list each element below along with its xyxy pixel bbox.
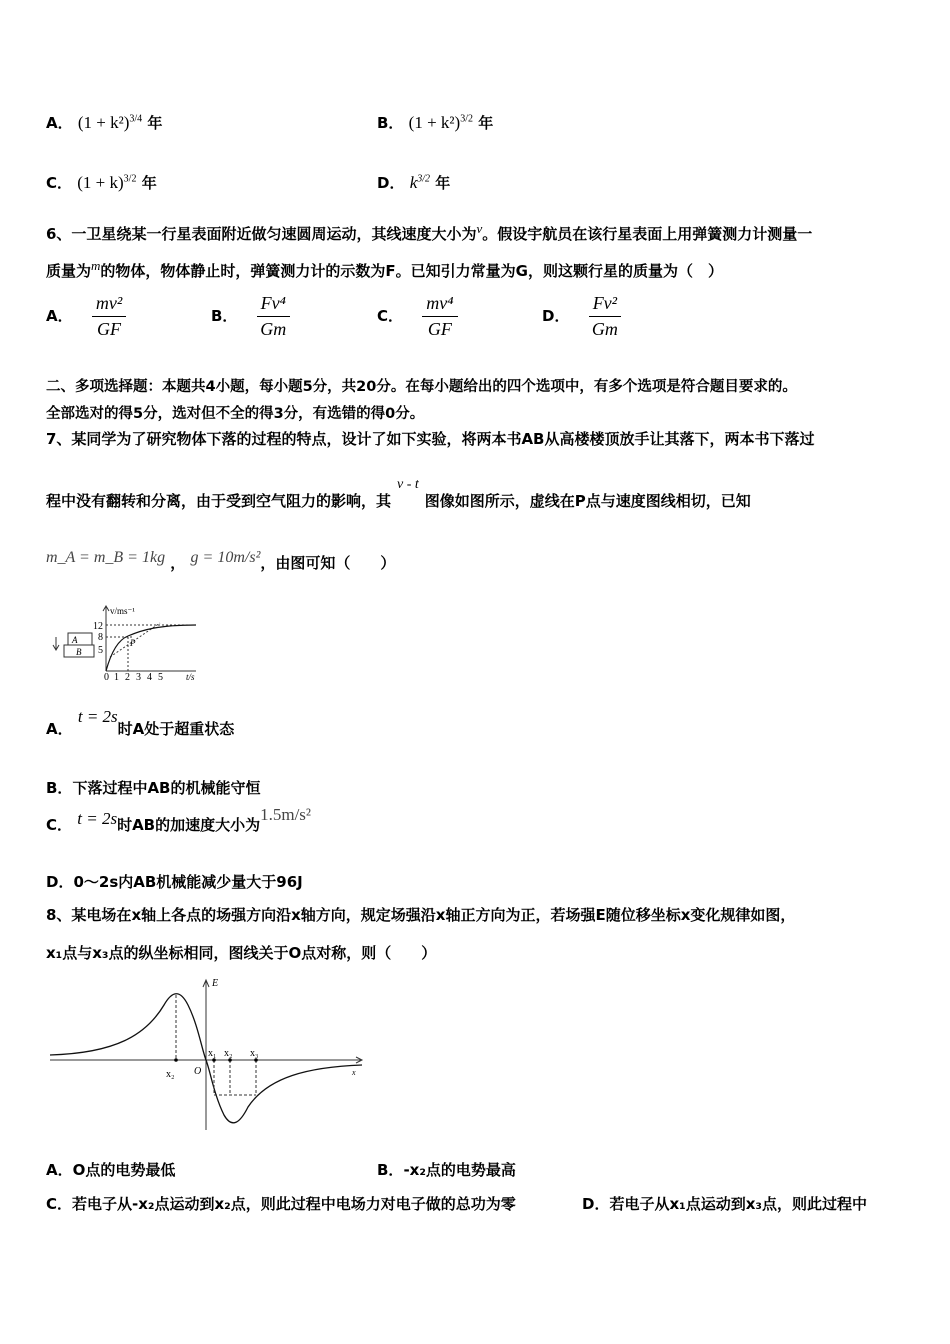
q8-option-d[interactable]: D．若电子从x₁点运动到x₃点，则此过程中 — [582, 1195, 867, 1213]
q7-ytick-12: 12 — [93, 621, 103, 632]
q8-line-2: x₁点与x₃点的纵坐标相同，图线关于O点对称，则（ ） — [46, 944, 437, 962]
q6-c-fraction: $\frac{\text{mv⁴}}{GF}$ — [422, 293, 457, 340]
q7-xtick-2: 2 — [125, 672, 130, 681]
q7-line-3: m_A = m_B = 1kg ， g = 10m/s²，由图可知（ ） — [46, 549, 396, 572]
q8-origin-label: O — [194, 1066, 202, 1077]
q6-b-fraction: $\frac{\text{Fv⁴}}{Gm}$ — [257, 293, 290, 340]
q6-line-1: 6、一卫星绕某一行星表面附近做匀速圆周运动，其线速度大小为v。假设宇航员在该行星表面上用弹簧测力计测量一 — [46, 221, 813, 243]
q7-xlabel: t/s — [186, 672, 195, 681]
q7-ytick-5: 5 — [98, 645, 103, 656]
q8-e-x-graph — [46, 975, 366, 1133]
q7-block-a-label: A — [72, 635, 78, 645]
section2-line-1: 二、多项选择题：本题共4小题，每小题5分，共20分。在每小题给出的四个选项中，有多个选项是符合题目要求的。 — [46, 379, 797, 395]
q8-label-x2: x₂ — [224, 1048, 233, 1059]
q7-ytick-8: 8 — [98, 632, 103, 643]
q5-d-expr: $k^{3/2}$ — [409, 173, 431, 192]
q7-option-d[interactable]: D．0～2s内AB机械能减少量大于96J — [46, 873, 303, 891]
q8-label-x3: x₃ — [250, 1048, 259, 1059]
q7-option-a[interactable]: A． t = 2s时A处于超重状态 — [46, 707, 235, 738]
q8-option-a[interactable]: A．O点的电势最低 — [46, 1161, 176, 1179]
q7-line-1: 7、某同学为了研究物体下落的过程的特点，设计了如下实验，将两本书AB从高楼楼顶放手让其落下，两本书下落过 — [46, 430, 815, 448]
q7-option-c[interactable]: C． t = 2s时AB的加速度大小为1.5m/s² — [46, 805, 312, 834]
q7-line-2: 程中没有翻转和分离，由于受到空气阻力的影响，其v - t图像如图所示，虚线在P点与速度图线相切，已知 — [46, 477, 751, 510]
q7-xtick-5: 5 — [158, 672, 163, 681]
q8-option-c[interactable]: C．若电子从-x₂点运动到x₂点，则此过程中电场力对电子做的总功为零 — [46, 1195, 516, 1213]
q7-point-p: P — [130, 638, 136, 648]
q6-d-fraction: $\frac{\text{Fv²}}{Gm}$ — [589, 293, 621, 340]
q6-line-2: 质量为m的物体，物体静止时，弹簧测力计的示数为F。已知引力常量为G，则这颗行星的质量为（ ） — [46, 258, 723, 280]
q8-ylabel: E — [212, 978, 219, 989]
q7-xtick-4: 4 — [147, 672, 152, 681]
q7-xtick-0: 0 — [104, 672, 109, 681]
q5-a-expr: $(1 + k^2)^{3/4}$ — [77, 113, 143, 132]
q7-block-b-label: B — [76, 647, 82, 657]
q7-xtick-3: 3 — [136, 672, 141, 681]
velocity-curve — [106, 625, 196, 671]
q6-option-b[interactable]: B． $\frac{\text{Fv⁴}}{Gm}$ — [211, 293, 290, 340]
q7-vt-graph — [46, 603, 216, 681]
q6-a-fraction: $\frac{\text{mv²}}{GF}$ — [92, 293, 126, 340]
section2-line-2: 全部选对的得5分，选对但不全的得3分，有选错的得0分。 — [46, 406, 425, 422]
q8-line-1: 8、某电场在x轴上各点的场强方向沿x轴方向，规定场强沿x轴正方向为正，若场强E随位移坐标x变化规律如图， — [46, 906, 796, 924]
q6-option-c[interactable]: C． $\frac{\text{mv⁴}}{GF}$ — [377, 293, 458, 340]
q5-b-expr: $(1 + k^2)^{3/2}$ — [408, 113, 473, 132]
q8-option-b[interactable]: B．-x₂点的电势最高 — [377, 1161, 516, 1179]
q5-option-b[interactable]: B． $(1 + k^2)^{3/2}$ 年 — [377, 113, 494, 132]
q6-option-d[interactable]: D． $\frac{\text{Fv²}}{Gm}$ — [542, 293, 621, 340]
q7-xtick-1: 1 — [114, 672, 119, 681]
q5-option-a[interactable]: A． $(1 + k^2)^{3/4}$ 年 — [46, 113, 163, 132]
q8-label-neg-x2: x₂ — [166, 1069, 175, 1080]
q8-label-x1: x₁ — [208, 1048, 217, 1059]
q6-option-a[interactable]: A． $\frac{\text{mv²}}{GF}$ — [46, 293, 126, 340]
q5-c-expr: $(1 + k)^{3/2}$ — [77, 173, 137, 192]
q5-option-d[interactable]: D． $k^{3/2}$ 年 — [377, 173, 451, 192]
q5-option-c[interactable]: C． $(1 + k)^{3/2}$ 年 — [46, 173, 157, 192]
q8-xlabel: x — [352, 1068, 356, 1077]
q7-ylabel: v/ms⁻¹ — [110, 606, 135, 616]
q7-option-b[interactable]: B．下落过程中AB的机械能守恒 — [46, 779, 261, 797]
